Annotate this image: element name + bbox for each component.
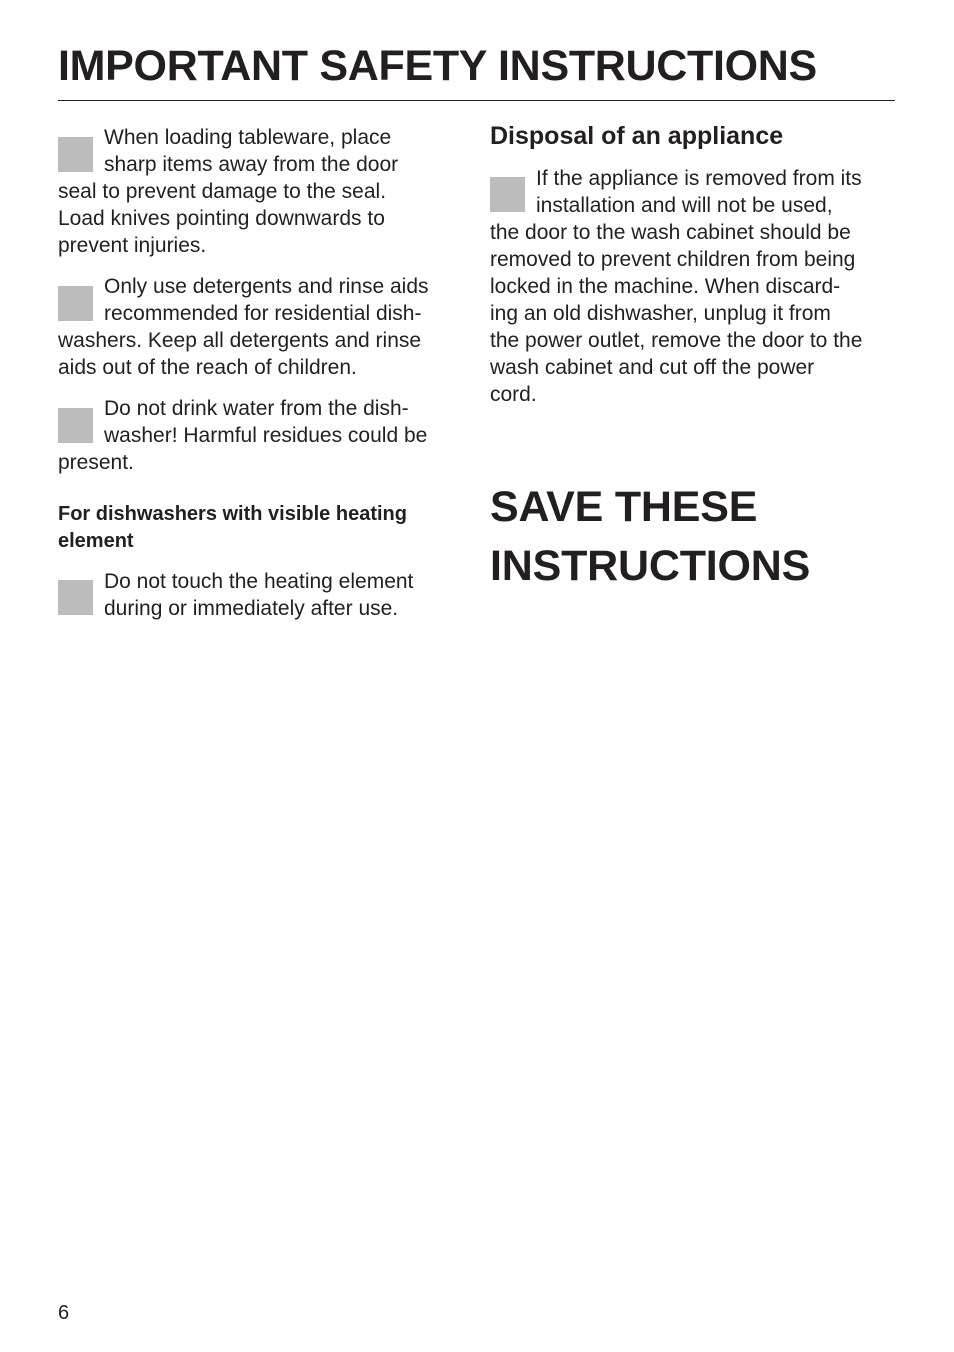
paragraph-line: aids out of the reach of children.	[58, 356, 357, 379]
safety-paragraph-detergents	[58, 273, 464, 381]
disposal-heading: Disposal of an appliance	[490, 122, 784, 150]
paragraph-line: removed to prevent children from being	[490, 248, 856, 271]
safety-paragraph-heating	[58, 568, 464, 622]
warning-marker-icon	[58, 580, 93, 615]
paragraph-line: If the appliance is removed from its	[536, 167, 862, 190]
paragraph-line: wash cabinet and cut off the power	[490, 356, 815, 379]
paragraph-line: sharp items away from the door	[104, 153, 399, 176]
paragraph-line: Do not drink water from the dish-	[104, 397, 409, 420]
page-number: 6	[58, 1302, 70, 1324]
safety-paragraph-tableware	[58, 124, 464, 259]
warning-marker-icon	[58, 137, 93, 172]
subheading-line: For dishwashers with visible heating	[58, 503, 407, 525]
save-instructions-heading	[490, 478, 810, 596]
save-heading-line: INSTRUCTIONS	[490, 542, 811, 590]
paragraph-line: during or immediately after use.	[104, 597, 399, 620]
left-column	[58, 124, 464, 636]
paragraph-line: washers. Keep all detergents and rinse	[58, 329, 422, 352]
paragraph-line: the door to the wash cabinet should be	[490, 221, 851, 244]
warning-marker-icon	[58, 286, 93, 321]
page-title: IMPORTANT SAFETY INSTRUCTIONS	[58, 42, 817, 90]
paragraph-line: cord.	[490, 383, 537, 406]
paragraph-line: Load knives pointing downwards to	[58, 207, 385, 230]
warning-marker-icon	[58, 408, 93, 443]
paragraph-line: seal to prevent damage to the seal.	[58, 180, 387, 203]
paragraph-line: washer! Harmful residues could be	[104, 424, 428, 447]
paragraph-line: Do not touch the heating element	[104, 570, 414, 593]
paragraph-line: ing an old dishwasher, unplug it from	[490, 302, 831, 325]
paragraph-line: Only use detergents and rinse aids	[104, 275, 429, 298]
paragraph-line: the power outlet, remove the door to the	[490, 329, 863, 352]
paragraph-line: installation and will not be used,	[536, 194, 833, 217]
subheading-line: element	[58, 530, 134, 552]
paragraph-line: present.	[58, 451, 134, 474]
right-column	[490, 120, 896, 422]
paragraph-line: When loading tableware, place	[104, 126, 392, 149]
title-divider	[58, 100, 895, 101]
paragraph-line: locked in the machine. When discard-	[490, 275, 841, 298]
save-heading-line: SAVE THESE	[490, 483, 758, 531]
warning-marker-icon	[490, 177, 525, 212]
safety-paragraph-water	[58, 395, 464, 476]
paragraph-line: recommended for residential dish-	[104, 302, 422, 325]
heating-element-subheading	[58, 501, 464, 555]
disposal-paragraph	[490, 165, 896, 408]
paragraph-line: prevent injuries.	[58, 234, 207, 257]
